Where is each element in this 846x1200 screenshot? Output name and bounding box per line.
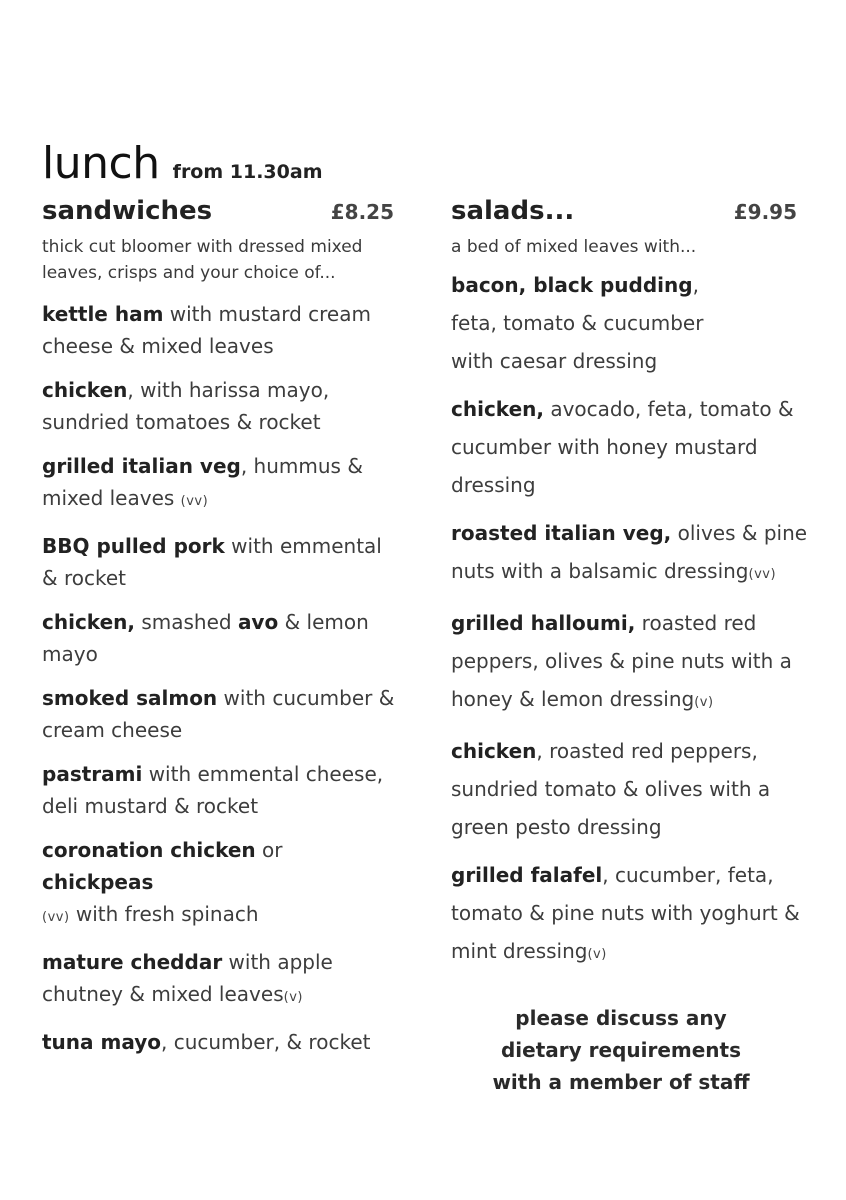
menu-title: lunch	[42, 138, 160, 189]
menu-item-pastrami: pastrami with emmental cheese, deli mustard & rocket	[42, 762, 384, 818]
vegan-tag: (vv)	[180, 494, 209, 509]
sandwiches-intro: thick cut bloomer with dressed mixed leaves, crisps and your choice of...	[42, 237, 363, 283]
sandwiches-price: £8.25	[330, 200, 394, 224]
sandwiches-section	[42, 196, 398, 1058]
menu-item-chicken-pesto: chicken, roasted red peppers, sundried tomato & olives with a green pesto dressing	[451, 739, 771, 839]
menu-item-coronation: coronation chicken or chickpeas (vv) with fresh spinach	[42, 838, 283, 926]
menu-item-grilled-halloumi: grilled halloumi, roasted red peppers, olives & pine nuts with a honey & lemon dressing(v)	[451, 611, 792, 711]
dietary-note: please discuss any dietary requirements with a member of staff	[492, 1006, 750, 1094]
menu-item-roasted-italian-veg: roasted italian veg, olives & pine nuts with a balsamic dressing(vv)	[451, 521, 808, 583]
menu-item-bbq-pulled-pork: BBQ pulled pork with emmental & rocket	[42, 534, 382, 590]
menu-item-smoked-salmon: smoked salmon with cucumber & cream cheese	[42, 686, 395, 742]
salads-header	[451, 196, 801, 232]
menu-header	[42, 138, 323, 189]
menu-item-bacon-black-pudding: bacon, black pudding, feta, tomato & cucumber with caesar dressing	[451, 273, 704, 373]
vegan-tag: (vv)	[42, 910, 70, 925]
menu-item-grilled-italian-veg: grilled italian veg, hummus & mixed leaves (vv)	[42, 454, 363, 510]
salads-section	[451, 196, 821, 1098]
sandwiches-title: sandwiches	[42, 196, 213, 226]
vegetarian-tag: (v)	[694, 695, 714, 710]
menu-item-tuna-mayo: tuna mayo, cucumber, & rocket	[42, 1030, 371, 1054]
vegetarian-tag: (v)	[283, 990, 303, 1005]
vegetarian-tag: (v)	[587, 947, 607, 962]
menu-item-chicken-harissa: chicken, with harissa mayo, sundried tomatoes & rocket	[42, 378, 330, 434]
menu-item-chicken-avo: chicken, smashed avo & lemon mayo	[42, 610, 369, 666]
menu-item-mature-cheddar: mature cheddar with apple chutney & mixed leaves(v)	[42, 950, 333, 1006]
serving-time: from 11.30am	[172, 161, 323, 183]
sandwiches-header	[42, 196, 398, 232]
menu-item-kettle-ham: kettle ham with mustard cream cheese & mixed leaves	[42, 302, 371, 358]
salads-intro: a bed of mixed leaves with...	[451, 237, 697, 257]
salads-title: salads...	[451, 196, 575, 226]
menu-item-grilled-falafel: grilled falafel, cucumber, feta, tomato & pine nuts with yoghurt & mint dressing(v)	[451, 863, 800, 963]
salads-price: £9.95	[733, 200, 797, 224]
vegan-tag: (vv)	[748, 567, 777, 582]
menu-item-chicken-avocado: chicken, avocado, feta, tomato & cucumber with honey mustard dressing	[451, 397, 794, 497]
